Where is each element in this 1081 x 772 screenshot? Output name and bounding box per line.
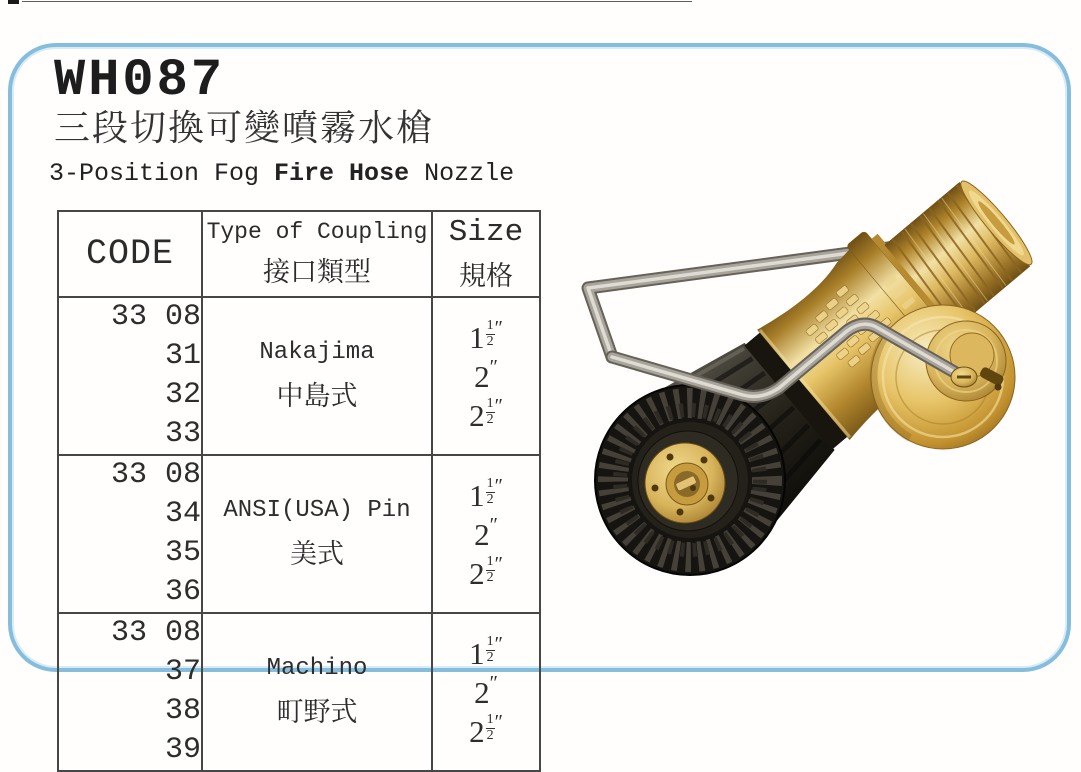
column-header-size-zh: 規格 <box>459 261 513 292</box>
coupling-type-zh: 美式 <box>290 539 344 570</box>
size-cell <box>432 297 540 455</box>
code-value: 33 08 31 <box>110 300 201 373</box>
size-whole: 1 <box>469 477 485 513</box>
scan-edge-line <box>22 1 692 2</box>
size-frac-den: 2 <box>486 727 494 743</box>
size-unit: ″ <box>494 395 503 417</box>
table-row-nakajima <box>58 297 540 455</box>
size-value <box>433 634 539 673</box>
table-row-ansi <box>58 455 540 613</box>
code-cell <box>58 455 202 613</box>
size-unit: ″ <box>494 711 503 733</box>
table-row-machino <box>58 613 540 771</box>
coupling-type-cell <box>202 455 432 613</box>
size-frac-den: 2 <box>486 569 494 585</box>
size-unit: ″ <box>494 475 503 497</box>
bumper-front-face <box>595 385 785 575</box>
size-value <box>433 673 539 712</box>
scan-edge-blob <box>8 0 19 4</box>
size-value <box>433 318 539 357</box>
size-value <box>433 357 539 396</box>
code-value: 33 08 37 <box>110 616 201 689</box>
product-title-english <box>49 159 514 189</box>
size-value <box>433 396 539 435</box>
code-value: 36 <box>164 575 201 609</box>
code-cell <box>58 613 202 771</box>
bumper-hub <box>645 443 725 523</box>
size-frac-den: 2 <box>486 491 494 507</box>
size-unit: ″ <box>489 514 498 536</box>
coupling-type-zh: 中島式 <box>276 381 358 412</box>
size-whole: 1 <box>469 319 485 355</box>
selector-dial <box>871 305 1015 449</box>
size-whole: 2 <box>469 555 485 591</box>
code-value: 38 <box>164 694 201 728</box>
title-en-regular-2: Nozzle <box>409 159 515 188</box>
code-value: 39 <box>164 733 201 767</box>
size-frac-num: 1 <box>486 317 494 333</box>
size-unit: ″ <box>489 672 498 694</box>
size-fraction <box>486 555 495 585</box>
coupling-type-cell <box>202 297 432 455</box>
size-value <box>433 476 539 515</box>
handle-pivot <box>951 367 977 387</box>
column-header-size-en: Size <box>448 214 524 250</box>
code-value: 35 <box>164 536 201 570</box>
size-value <box>433 712 539 751</box>
column-header-size <box>432 211 540 297</box>
size-fraction <box>486 635 495 665</box>
size-value <box>433 515 539 554</box>
size-whole: 2 <box>469 397 485 433</box>
code-value: 33 08 34 <box>110 458 201 531</box>
column-header-code <box>58 211 202 297</box>
size-frac-den: 2 <box>486 411 494 427</box>
size-cell <box>432 613 540 771</box>
size-frac-num: 1 <box>486 553 494 569</box>
size-frac-num: 1 <box>486 633 494 649</box>
size-whole: 2 <box>474 516 490 552</box>
size-whole: 2 <box>469 713 485 749</box>
coupling-type-zh: 町野式 <box>276 697 358 728</box>
size-unit: ″ <box>489 356 498 378</box>
column-header-type-en: Type of Coupling <box>206 219 428 246</box>
size-fraction <box>486 397 495 427</box>
size-value <box>433 554 539 593</box>
code-cell <box>58 297 202 455</box>
size-whole: 2 <box>474 358 490 394</box>
coupling-type-cell <box>202 613 432 771</box>
size-frac-num: 1 <box>486 395 494 411</box>
size-whole: 2 <box>474 674 490 710</box>
size-fraction <box>486 319 495 349</box>
spec-table-header-row <box>58 211 540 297</box>
size-unit: ″ <box>494 317 503 339</box>
title-en-regular-1: 3-Position Fog <box>49 159 275 188</box>
coupling-type-en: ANSI(USA) Pin <box>223 496 411 524</box>
size-frac-num: 1 <box>486 475 494 491</box>
size-frac-den: 2 <box>486 333 494 349</box>
size-frac-den: 2 <box>486 649 494 665</box>
size-fraction <box>486 713 495 743</box>
size-cell <box>432 455 540 613</box>
column-header-code-label: CODE <box>85 233 174 274</box>
size-fraction <box>486 477 495 507</box>
size-whole: 1 <box>469 635 485 671</box>
product-title-chinese: 三段切換可變噴霧水槍 <box>54 108 435 148</box>
title-en-bold: Fire Hose <box>274 159 410 188</box>
code-value: 32 <box>164 378 201 412</box>
product-model-heading: WH087 <box>54 51 226 110</box>
size-unit: ″ <box>494 553 503 575</box>
column-header-type <box>202 211 432 297</box>
spec-table <box>57 210 541 772</box>
product-photo <box>562 168 1077 668</box>
code-value: 33 <box>164 417 201 451</box>
size-frac-num: 1 <box>486 711 494 727</box>
column-header-type-zh: 接口類型 <box>263 256 371 287</box>
coupling-type-en: Machino <box>266 654 368 682</box>
coupling-type-en: Nakajima <box>259 338 375 366</box>
size-unit: ″ <box>494 633 503 655</box>
